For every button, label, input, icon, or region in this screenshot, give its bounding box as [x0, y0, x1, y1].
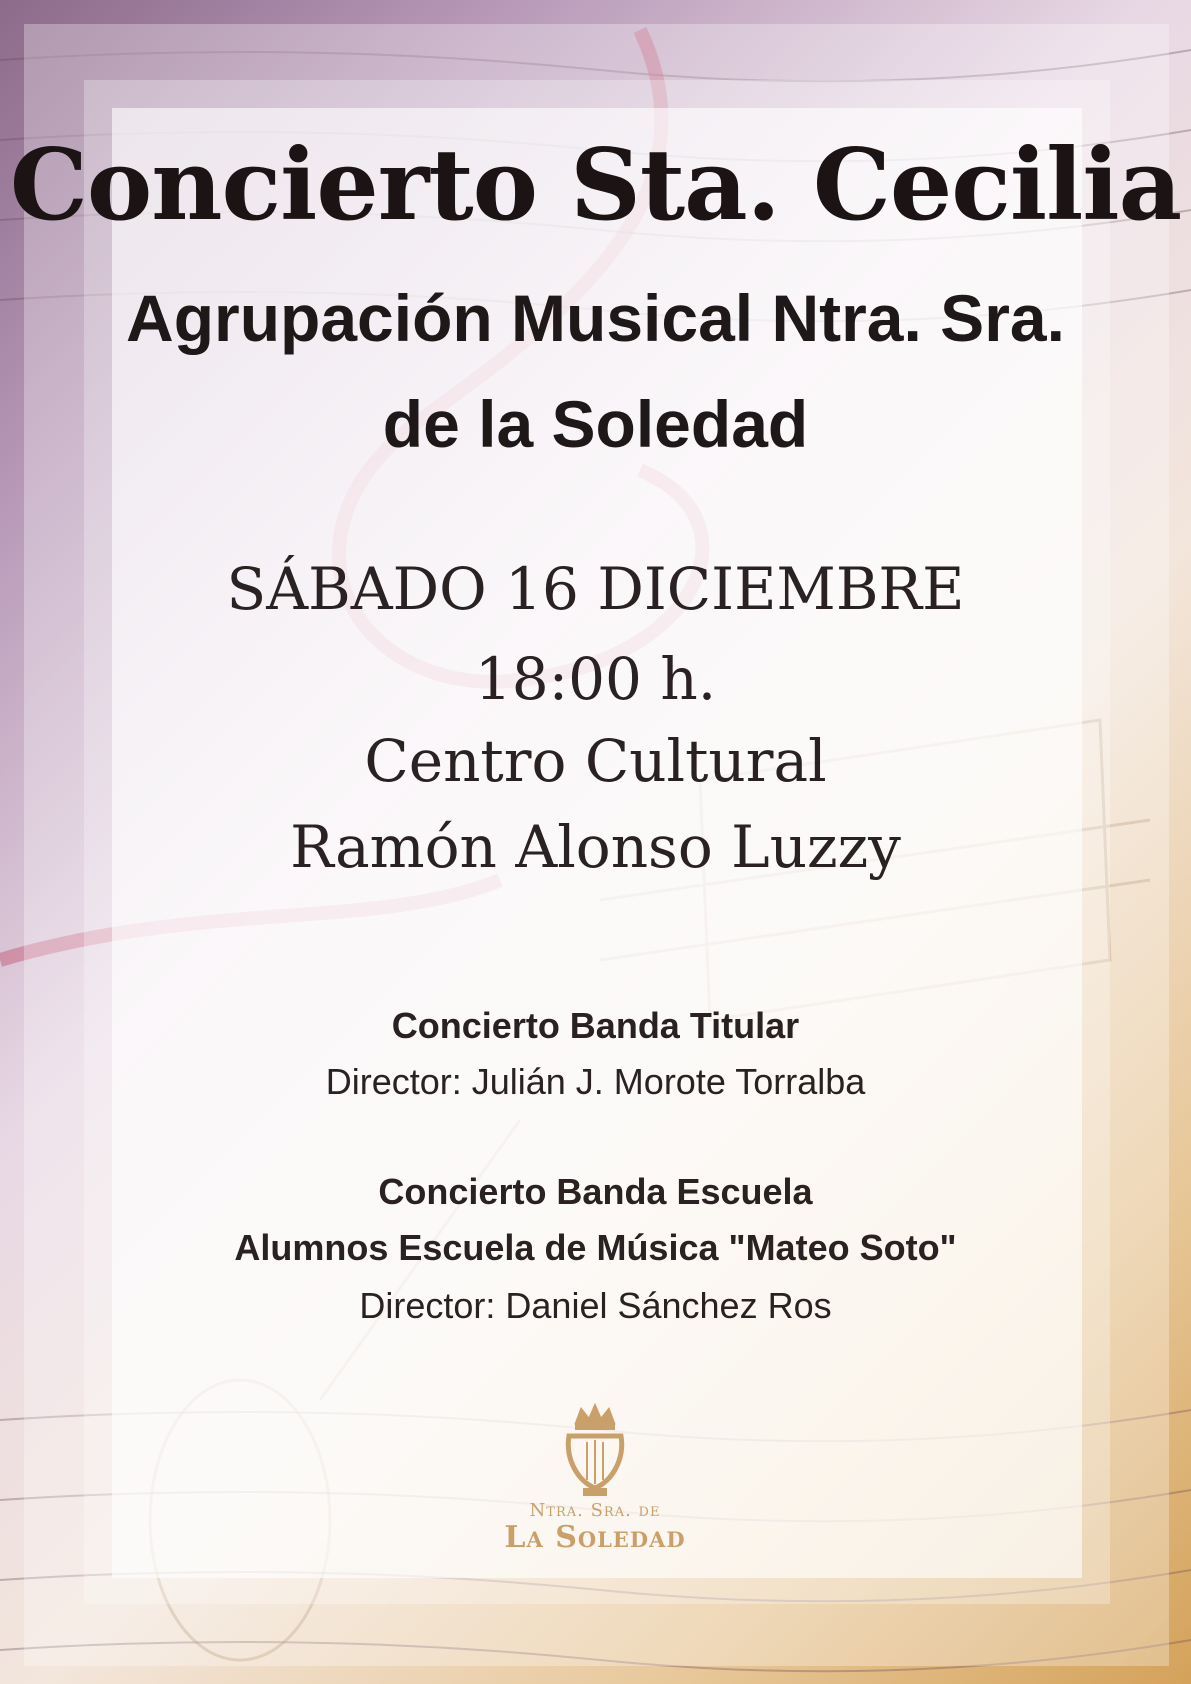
logo-text-line-2: La Soledad [504, 1520, 686, 1555]
poster-title: Concierto Sta. Cecilia [9, 128, 1182, 243]
organizer-line-2: de la Soledad [382, 387, 809, 461]
venue-line-2: Ramón Alonso Luzzy [290, 813, 901, 881]
program-banda-titular-director: Director: Julián J. Morote Torralba [325, 1061, 866, 1102]
program-banda-escuela-director: Director: Daniel Sánchez Ros [359, 1285, 832, 1326]
venue-line-1: Centro Cultural [364, 727, 827, 795]
program-banda-escuela: Concierto Banda Escuela [378, 1171, 813, 1212]
program-banda-titular: Concierto Banda Titular [391, 1005, 800, 1046]
program-banda-escuela-alumnos: Alumnos Escuela de Música "Mateo Soto" [234, 1227, 957, 1268]
event-time: 18:00 h. [474, 645, 717, 713]
event-date: SÁBADO 16 DICIEMBRE [226, 555, 965, 623]
organizer-line-1: Agrupación Musical Ntra. Sra. [126, 281, 1065, 355]
logo-text-line-1: Ntra. Sra. de [529, 1500, 661, 1521]
crowned-lyre-emblem-icon [557, 1400, 633, 1498]
soledad-logo [485, 1400, 705, 1555]
